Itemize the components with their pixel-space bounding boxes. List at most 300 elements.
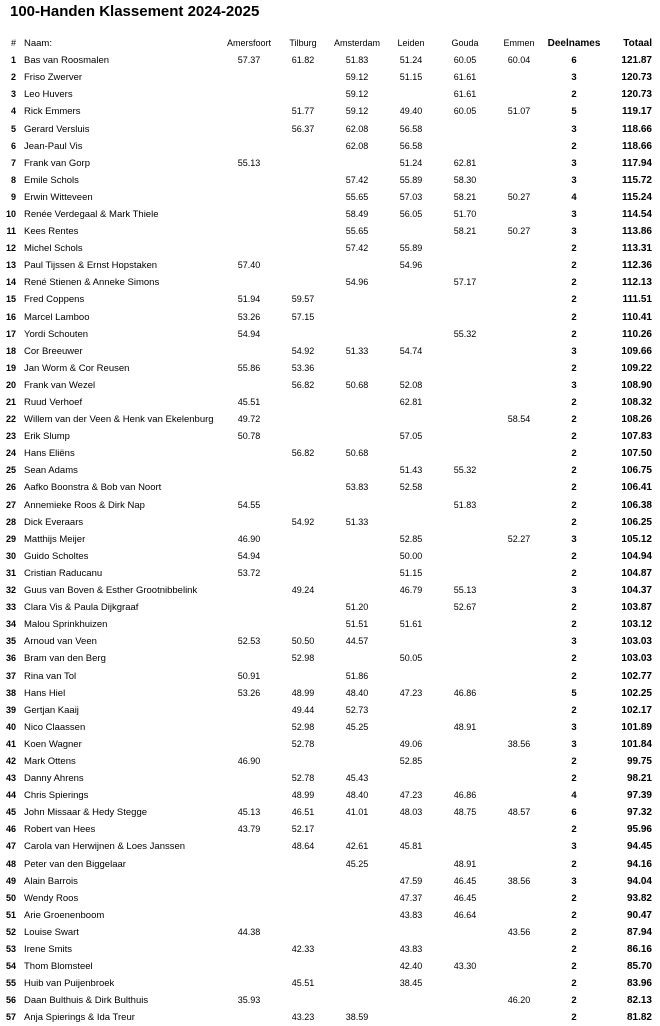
score-amsterdam	[330, 565, 384, 582]
score-leiden	[384, 309, 438, 326]
totaal-cell: 103.87	[621, 602, 652, 614]
score-amersfoort: 50.91	[237, 670, 261, 681]
score-gouda	[438, 257, 492, 274]
score-leiden: 49.06	[399, 738, 423, 749]
totaal-cell: 110.26	[621, 328, 652, 340]
score-tilburg	[276, 274, 330, 291]
score-emmen	[492, 479, 546, 496]
score-amsterdam	[330, 394, 384, 411]
score-leiden: 50.00	[399, 550, 423, 561]
table-row	[0, 326, 660, 343]
score-amersfoort	[222, 462, 276, 479]
score-leiden: 49.40	[399, 106, 423, 117]
deelnames-cell: 2	[571, 602, 577, 614]
score-amsterdam: 48.40	[345, 790, 369, 801]
score-leiden: 56.58	[399, 140, 423, 151]
score-amersfoort	[222, 86, 276, 103]
score-tilburg	[276, 394, 330, 411]
totaal-cell: 112.13	[621, 277, 652, 289]
totaal-cell: 107.50	[621, 448, 652, 460]
score-gouda	[438, 138, 492, 155]
score-gouda	[438, 736, 492, 753]
name-cell: Erik Slump	[24, 431, 70, 443]
name-cell: Arie Groenenboom	[24, 909, 105, 921]
score-emmen	[492, 856, 546, 873]
table-row	[0, 360, 660, 377]
name-cell: Bram van den Berg	[24, 653, 106, 665]
rank-cell: 19	[5, 362, 16, 373]
deelnames-cell: 2	[571, 294, 577, 306]
table-row	[0, 172, 660, 189]
score-gouda	[438, 821, 492, 838]
name-cell: Arnoud van Veen	[24, 636, 97, 648]
score-emmen	[492, 326, 546, 343]
score-gouda	[438, 479, 492, 496]
deelnames-cell: 2	[571, 1012, 577, 1024]
table-row	[0, 890, 660, 907]
table-row	[0, 1009, 660, 1026]
score-leiden	[384, 497, 438, 514]
score-emmen	[492, 907, 546, 924]
score-amsterdam: 59.12	[345, 72, 369, 83]
score-amersfoort	[222, 873, 276, 890]
score-amsterdam: 59.12	[345, 106, 369, 117]
score-tilburg: 49.24	[291, 585, 315, 596]
deelnames-cell: 3	[571, 345, 577, 357]
totaal-cell: 87.94	[626, 926, 652, 938]
table-row	[0, 257, 660, 274]
score-gouda: 60.05	[453, 55, 477, 66]
table-row	[0, 804, 660, 821]
deelnames-cell: 3	[571, 123, 577, 135]
rank-cell: 39	[5, 704, 16, 715]
score-leiden: 56.58	[399, 123, 423, 134]
totaal-cell: 94.04	[626, 875, 652, 887]
score-amsterdam	[330, 360, 384, 377]
score-tilburg	[276, 753, 330, 770]
score-emmen: 38.56	[507, 738, 531, 749]
score-emmen: 46.20	[507, 995, 531, 1006]
score-amersfoort	[222, 838, 276, 855]
score-emmen	[492, 120, 546, 137]
rank-cell: 41	[5, 738, 16, 749]
score-gouda	[438, 428, 492, 445]
score-amersfoort: 55.86	[237, 362, 261, 373]
deelnames-cell: 2	[571, 311, 577, 323]
score-amsterdam: 55.65	[345, 226, 369, 237]
score-amsterdam	[330, 155, 384, 172]
header-name: Naam:	[24, 38, 52, 50]
totaal-cell: 115.72	[621, 174, 652, 186]
totaal-cell: 94.16	[626, 858, 652, 870]
score-tilburg	[276, 189, 330, 206]
totaal-cell: 103.03	[621, 636, 652, 648]
score-emmen: 51.07	[507, 106, 531, 117]
rank-cell: 3	[10, 89, 16, 100]
score-amersfoort	[222, 719, 276, 736]
name-cell: John Missaar & Hedy Stegge	[24, 807, 148, 819]
score-leiden	[384, 856, 438, 873]
score-gouda: 46.45	[453, 875, 477, 886]
header-amsterdam: Amsterdam	[333, 38, 380, 49]
score-amsterdam: 51.83	[345, 55, 369, 66]
name-cell: Gertjan Kaaij	[24, 704, 79, 716]
score-amsterdam: 62.08	[345, 140, 369, 151]
score-tilburg: 48.99	[291, 790, 315, 801]
score-tilburg	[276, 667, 330, 684]
score-emmen	[492, 685, 546, 702]
score-tilburg: 59.57	[291, 294, 315, 305]
deelnames-cell: 2	[571, 824, 577, 836]
score-amsterdam	[330, 907, 384, 924]
table-row	[0, 155, 660, 172]
score-leiden	[384, 514, 438, 531]
table-row	[0, 958, 660, 975]
table-row	[0, 274, 660, 291]
score-amsterdam: 57.42	[345, 174, 369, 185]
rank-cell: 14	[5, 277, 16, 288]
deelnames-cell: 2	[571, 277, 577, 289]
table-row	[0, 103, 660, 120]
score-amsterdam: 52.73	[345, 704, 369, 715]
score-emmen	[492, 360, 546, 377]
score-emmen: 60.04	[507, 55, 531, 66]
totaal-cell: 81.82	[626, 1012, 652, 1024]
rank-cell: 8	[10, 174, 16, 185]
totaal-cell: 120.73	[621, 72, 652, 84]
score-amsterdam: 51.86	[345, 670, 369, 681]
score-tilburg: 49.44	[291, 704, 315, 715]
score-emmen	[492, 548, 546, 565]
score-tilburg: 46.51	[291, 807, 315, 818]
rank-cell: 10	[5, 208, 16, 219]
score-leiden: 47.59	[399, 875, 423, 886]
score-amsterdam	[330, 958, 384, 975]
name-cell: Carola van Herwijnen & Loes Janssen	[24, 841, 186, 853]
score-amersfoort	[222, 343, 276, 360]
score-gouda	[438, 838, 492, 855]
score-leiden	[384, 223, 438, 240]
score-amersfoort	[222, 856, 276, 873]
table-row	[0, 343, 660, 360]
rank-cell: 12	[5, 243, 16, 254]
deelnames-cell: 2	[571, 944, 577, 956]
score-amsterdam	[330, 497, 384, 514]
name-cell: Guido Scholtes	[24, 550, 89, 562]
score-gouda: 48.91	[453, 721, 477, 732]
score-amsterdam	[330, 975, 384, 992]
score-amersfoort	[222, 274, 276, 291]
score-tilburg	[276, 172, 330, 189]
table-row	[0, 69, 660, 86]
score-gouda: 51.70	[453, 208, 477, 219]
name-cell: Matthijs Meijer	[24, 533, 86, 545]
score-gouda	[438, 924, 492, 941]
score-amersfoort	[222, 206, 276, 223]
score-amersfoort	[222, 975, 276, 992]
score-gouda	[438, 411, 492, 428]
score-tilburg: 54.92	[291, 345, 315, 356]
totaal-cell: 112.36	[621, 260, 652, 272]
rank-cell: 48	[5, 858, 16, 869]
score-leiden: 47.23	[399, 790, 423, 801]
score-tilburg: 45.51	[291, 978, 315, 989]
score-amsterdam	[330, 992, 384, 1009]
rank-cell: 5	[10, 123, 16, 134]
rank-cell: 31	[5, 567, 16, 578]
score-amsterdam: 44.57	[345, 636, 369, 647]
score-leiden: 57.05	[399, 431, 423, 442]
deelnames-cell: 2	[571, 362, 577, 374]
score-amsterdam	[330, 531, 384, 548]
deelnames-cell: 3	[571, 875, 577, 887]
score-emmen	[492, 633, 546, 650]
score-tilburg	[276, 958, 330, 975]
deelnames-cell: 2	[571, 499, 577, 511]
name-cell: Annemieke Roos & Dirk Nap	[24, 499, 145, 511]
deelnames-cell: 4	[571, 790, 577, 802]
totaal-cell: 106.38	[621, 499, 652, 511]
score-amsterdam: 59.12	[345, 89, 369, 100]
name-cell: Ruud Verhoef	[24, 397, 83, 409]
deelnames-cell: 3	[571, 174, 577, 186]
score-amsterdam: 51.33	[345, 345, 369, 356]
score-tilburg	[276, 497, 330, 514]
score-emmen	[492, 650, 546, 667]
score-amsterdam	[330, 428, 384, 445]
score-emmen	[492, 86, 546, 103]
name-cell: René Stienen & Anneke Simons	[24, 277, 160, 289]
name-cell: Mark Ottens	[24, 755, 76, 767]
score-leiden: 48.03	[399, 807, 423, 818]
table-row	[0, 514, 660, 531]
deelnames-cell: 2	[571, 516, 577, 528]
score-amsterdam	[330, 257, 384, 274]
totaal-cell: 104.94	[621, 550, 652, 562]
score-amsterdam	[330, 890, 384, 907]
score-amsterdam	[330, 548, 384, 565]
score-gouda	[438, 702, 492, 719]
score-amsterdam	[330, 411, 384, 428]
table-row	[0, 582, 660, 599]
ranking-table	[0, 35, 660, 1026]
score-tilburg: 61.82	[291, 55, 315, 66]
table-row	[0, 616, 660, 633]
score-tilburg: 52.78	[291, 738, 315, 749]
name-cell: Danny Ahrens	[24, 773, 84, 785]
header-totaal: Totaal	[623, 38, 652, 50]
score-emmen: 38.56	[507, 875, 531, 886]
score-amersfoort	[222, 958, 276, 975]
score-gouda	[438, 633, 492, 650]
deelnames-cell: 2	[571, 414, 577, 426]
score-leiden: 47.37	[399, 892, 423, 903]
rank-cell: 40	[5, 721, 16, 732]
score-leiden: 62.81	[399, 397, 423, 408]
totaal-cell: 114.54	[621, 208, 652, 220]
score-amsterdam: 42.61	[345, 841, 369, 852]
score-gouda: 58.21	[453, 226, 477, 237]
table-row	[0, 531, 660, 548]
rank-cell: 57	[5, 1012, 16, 1023]
score-leiden: 43.83	[399, 909, 423, 920]
score-tilburg: 51.77	[291, 106, 315, 117]
deelnames-cell: 3	[571, 841, 577, 853]
score-amsterdam	[330, 941, 384, 958]
score-amersfoort	[222, 377, 276, 394]
name-cell: Thom Blomsteel	[24, 961, 93, 973]
totaal-cell: 106.25	[621, 516, 652, 528]
name-cell: Chris Spierings	[24, 790, 89, 802]
header-leiden: Leiden	[397, 38, 425, 49]
name-cell: Leo Huvers	[24, 89, 73, 101]
score-tilburg	[276, 428, 330, 445]
score-leiden: 56.05	[399, 208, 423, 219]
rank-cell: 30	[5, 550, 16, 561]
score-tilburg: 52.98	[291, 721, 315, 732]
rank-cell: 33	[5, 602, 16, 613]
score-amsterdam: 51.33	[345, 516, 369, 527]
score-amersfoort: 46.90	[237, 755, 261, 766]
score-gouda: 43.30	[453, 961, 477, 972]
score-gouda: 48.75	[453, 807, 477, 818]
score-leiden: 52.08	[399, 379, 423, 390]
rank-cell: 52	[5, 926, 16, 937]
score-emmen	[492, 1009, 546, 1026]
deelnames-cell: 3	[571, 379, 577, 391]
table-row	[0, 138, 660, 155]
table-row	[0, 599, 660, 616]
totaal-cell: 108.26	[621, 414, 652, 426]
score-amersfoort	[222, 616, 276, 633]
score-leiden: 51.24	[399, 157, 423, 168]
score-gouda	[438, 531, 492, 548]
page-title: 100-Handen Klassement 2024-2025	[10, 3, 260, 20]
score-emmen: 50.27	[507, 191, 531, 202]
score-gouda: 58.30	[453, 174, 477, 185]
deelnames-cell: 3	[571, 157, 577, 169]
name-cell: Friso Zwerver	[24, 72, 83, 84]
score-leiden: 52.85	[399, 533, 423, 544]
score-amsterdam: 58.49	[345, 208, 369, 219]
rank-cell: 18	[5, 345, 16, 356]
score-amersfoort	[222, 514, 276, 531]
name-cell: Marcel Lamboo	[24, 311, 90, 323]
header-row	[0, 35, 660, 52]
name-cell: Cor Breeuwer	[24, 345, 83, 357]
score-emmen: 52.27	[507, 533, 531, 544]
score-gouda	[438, 120, 492, 137]
totaal-cell: 103.03	[621, 653, 652, 665]
deelnames-cell: 2	[571, 550, 577, 562]
score-amersfoort	[222, 223, 276, 240]
name-cell: Rick Emmers	[24, 106, 81, 118]
score-emmen	[492, 753, 546, 770]
table-row	[0, 975, 660, 992]
deelnames-cell: 2	[571, 465, 577, 477]
score-leiden	[384, 445, 438, 462]
score-leiden: 51.15	[399, 72, 423, 83]
name-cell: Wendy Roos	[24, 892, 79, 904]
score-tilburg: 48.64	[291, 841, 315, 852]
rank-cell: 50	[5, 892, 16, 903]
rank-cell: 51	[5, 909, 16, 920]
name-cell: Jean-Paul Vis	[24, 140, 83, 152]
score-amersfoort	[222, 582, 276, 599]
score-tilburg	[276, 138, 330, 155]
score-leiden: 51.24	[399, 55, 423, 66]
score-amsterdam: 51.51	[345, 619, 369, 630]
rank-cell: 24	[5, 448, 16, 459]
score-emmen	[492, 702, 546, 719]
rank-cell: 25	[5, 465, 16, 476]
score-emmen	[492, 719, 546, 736]
rank-cell: 26	[5, 482, 16, 493]
score-tilburg	[276, 548, 330, 565]
table-row	[0, 667, 660, 684]
score-tilburg	[276, 890, 330, 907]
totaal-cell: 101.89	[621, 721, 652, 733]
score-amersfoort: 52.53	[237, 636, 261, 647]
table-row	[0, 873, 660, 890]
rank-cell: 9	[10, 191, 16, 202]
score-gouda: 62.81	[453, 157, 477, 168]
score-tilburg	[276, 411, 330, 428]
table-row	[0, 411, 660, 428]
table-row	[0, 907, 660, 924]
rank-cell: 11	[6, 226, 16, 237]
totaal-cell: 83.96	[626, 978, 652, 990]
score-amersfoort: 35.93	[237, 995, 261, 1006]
score-gouda	[438, 941, 492, 958]
table-row	[0, 206, 660, 223]
deelnames-cell: 2	[571, 961, 577, 973]
score-tilburg	[276, 206, 330, 223]
score-tilburg	[276, 69, 330, 86]
name-cell: Emile Schols	[24, 174, 79, 186]
score-amersfoort: 50.78	[237, 431, 261, 442]
score-gouda	[438, 992, 492, 1009]
score-tilburg: 56.82	[291, 379, 315, 390]
totaal-cell: 121.87	[621, 55, 652, 67]
score-emmen	[492, 138, 546, 155]
name-cell: Hans Hiel	[24, 687, 66, 699]
score-amsterdam: 48.40	[345, 687, 369, 698]
rank-cell: 20	[5, 379, 16, 390]
deelnames-cell: 4	[571, 191, 577, 203]
score-amersfoort	[222, 702, 276, 719]
score-emmen	[492, 445, 546, 462]
totaal-cell: 104.87	[621, 567, 652, 579]
totaal-cell: 82.13	[626, 995, 652, 1007]
score-amersfoort	[222, 479, 276, 496]
totaal-cell: 109.66	[621, 345, 652, 357]
score-gouda	[438, 565, 492, 582]
totaal-cell: 107.83	[621, 431, 652, 443]
rank-cell: 46	[5, 824, 16, 835]
score-leiden	[384, 274, 438, 291]
score-emmen	[492, 616, 546, 633]
totaal-cell: 104.37	[621, 585, 652, 597]
score-emmen	[492, 599, 546, 616]
score-amsterdam: 45.25	[345, 721, 369, 732]
rank-cell: 35	[5, 636, 16, 647]
name-cell: Irene Smits	[24, 944, 73, 956]
name-cell: Paul Tijssen & Ernst Hopstaken	[24, 260, 158, 272]
table-row	[0, 702, 660, 719]
rank-cell: 21	[5, 397, 16, 408]
score-emmen: 50.27	[507, 226, 531, 237]
